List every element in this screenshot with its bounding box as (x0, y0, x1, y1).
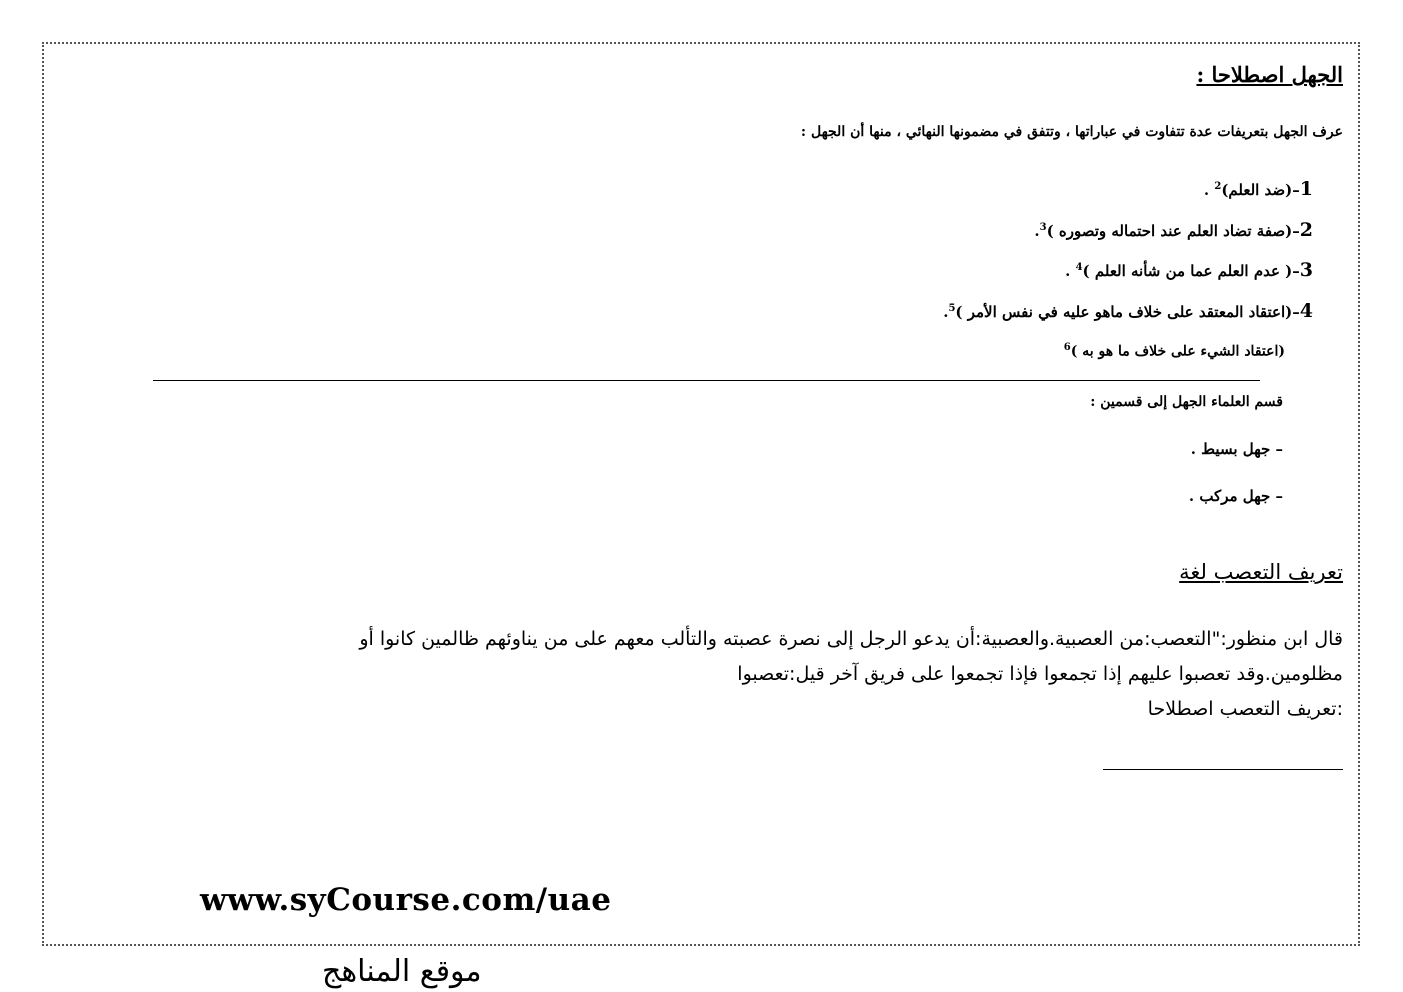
definition-text: –(ضد العلم) (1221, 181, 1300, 199)
paragraph-line: قال ابن منظور:"التعصب:من العصبية.والعصبية:أن يدعو الرجل إلى نصرة عصبته والتألب معهم على من يناوئهم ظالمين كانوا أو (359, 628, 1343, 650)
definition-number: 2 (1299, 219, 1313, 241)
intro-text: عرف الجهل بتعريفات عدة تتفاوت في عباراتها ، وتتفق في مضمونها النهائي ، منها أن الجهل : (800, 124, 1343, 140)
definition-number: 1 (1299, 178, 1313, 200)
definition-tail: . (1034, 222, 1040, 240)
footnote-ref: 2 (1214, 181, 1222, 192)
definition-tail: . (943, 303, 949, 321)
division-item: – جهل بسيط . (1190, 440, 1283, 458)
definition-number: 4 (1299, 300, 1313, 322)
definition-tail: . (1203, 181, 1215, 199)
paragraph-line: مظلومين.وقد تعصبوا عليهم إذا تجمعوا فإذا تجمعوا على فريق آخر قيل:تعصبوا (737, 663, 1343, 685)
division-item: – جهل مركب . (1188, 487, 1283, 505)
footnote-ref: 4 (1075, 262, 1083, 273)
definition-item (1034, 219, 1313, 241)
footer-url[interactable]: www.syCourse.com/uae (200, 882, 612, 918)
extra-definition (1064, 342, 1285, 360)
short-divider (1103, 769, 1343, 770)
fanaticism-paragraph (113, 622, 1343, 727)
footnote-ref: 6 (1063, 342, 1071, 353)
footnote-divider (153, 380, 1260, 381)
section-title-ignorance-term: الجهل اصطلاحا : (1196, 62, 1343, 87)
definition-item (1204, 178, 1313, 200)
division-heading: قسم العلماء الجهل إلى قسمين : (1090, 394, 1283, 410)
definition-number: 3 (1299, 259, 1313, 281)
section-title-fanaticism-lang: تعريف التعصب لغة (1179, 560, 1343, 584)
definition-text: –(اعتقاد المعتقد على خلاف ماهو عليه في نفس الأمر ) (955, 303, 1300, 321)
definition-item (943, 300, 1313, 322)
definition-text: –(صفة تضاد العلم عند احتماله وتصوره ) (1046, 222, 1300, 240)
definition-item (1065, 259, 1313, 281)
definition-tail: . (1065, 262, 1076, 280)
definition-text: –( عدم العلم عما من شأنه العلم ) (1082, 262, 1300, 280)
page-border (42, 42, 1360, 946)
extra-definition-text: (اعتقاد الشيء على خلاف ما هو به ) (1070, 343, 1285, 360)
paragraph-line: :تعريف التعصب اصطلاحا (1147, 698, 1343, 720)
footnote-ref: 5 (948, 303, 956, 314)
footnote-ref: 3 (1039, 222, 1047, 233)
footer-site-name: موقع المناهج (322, 954, 482, 989)
